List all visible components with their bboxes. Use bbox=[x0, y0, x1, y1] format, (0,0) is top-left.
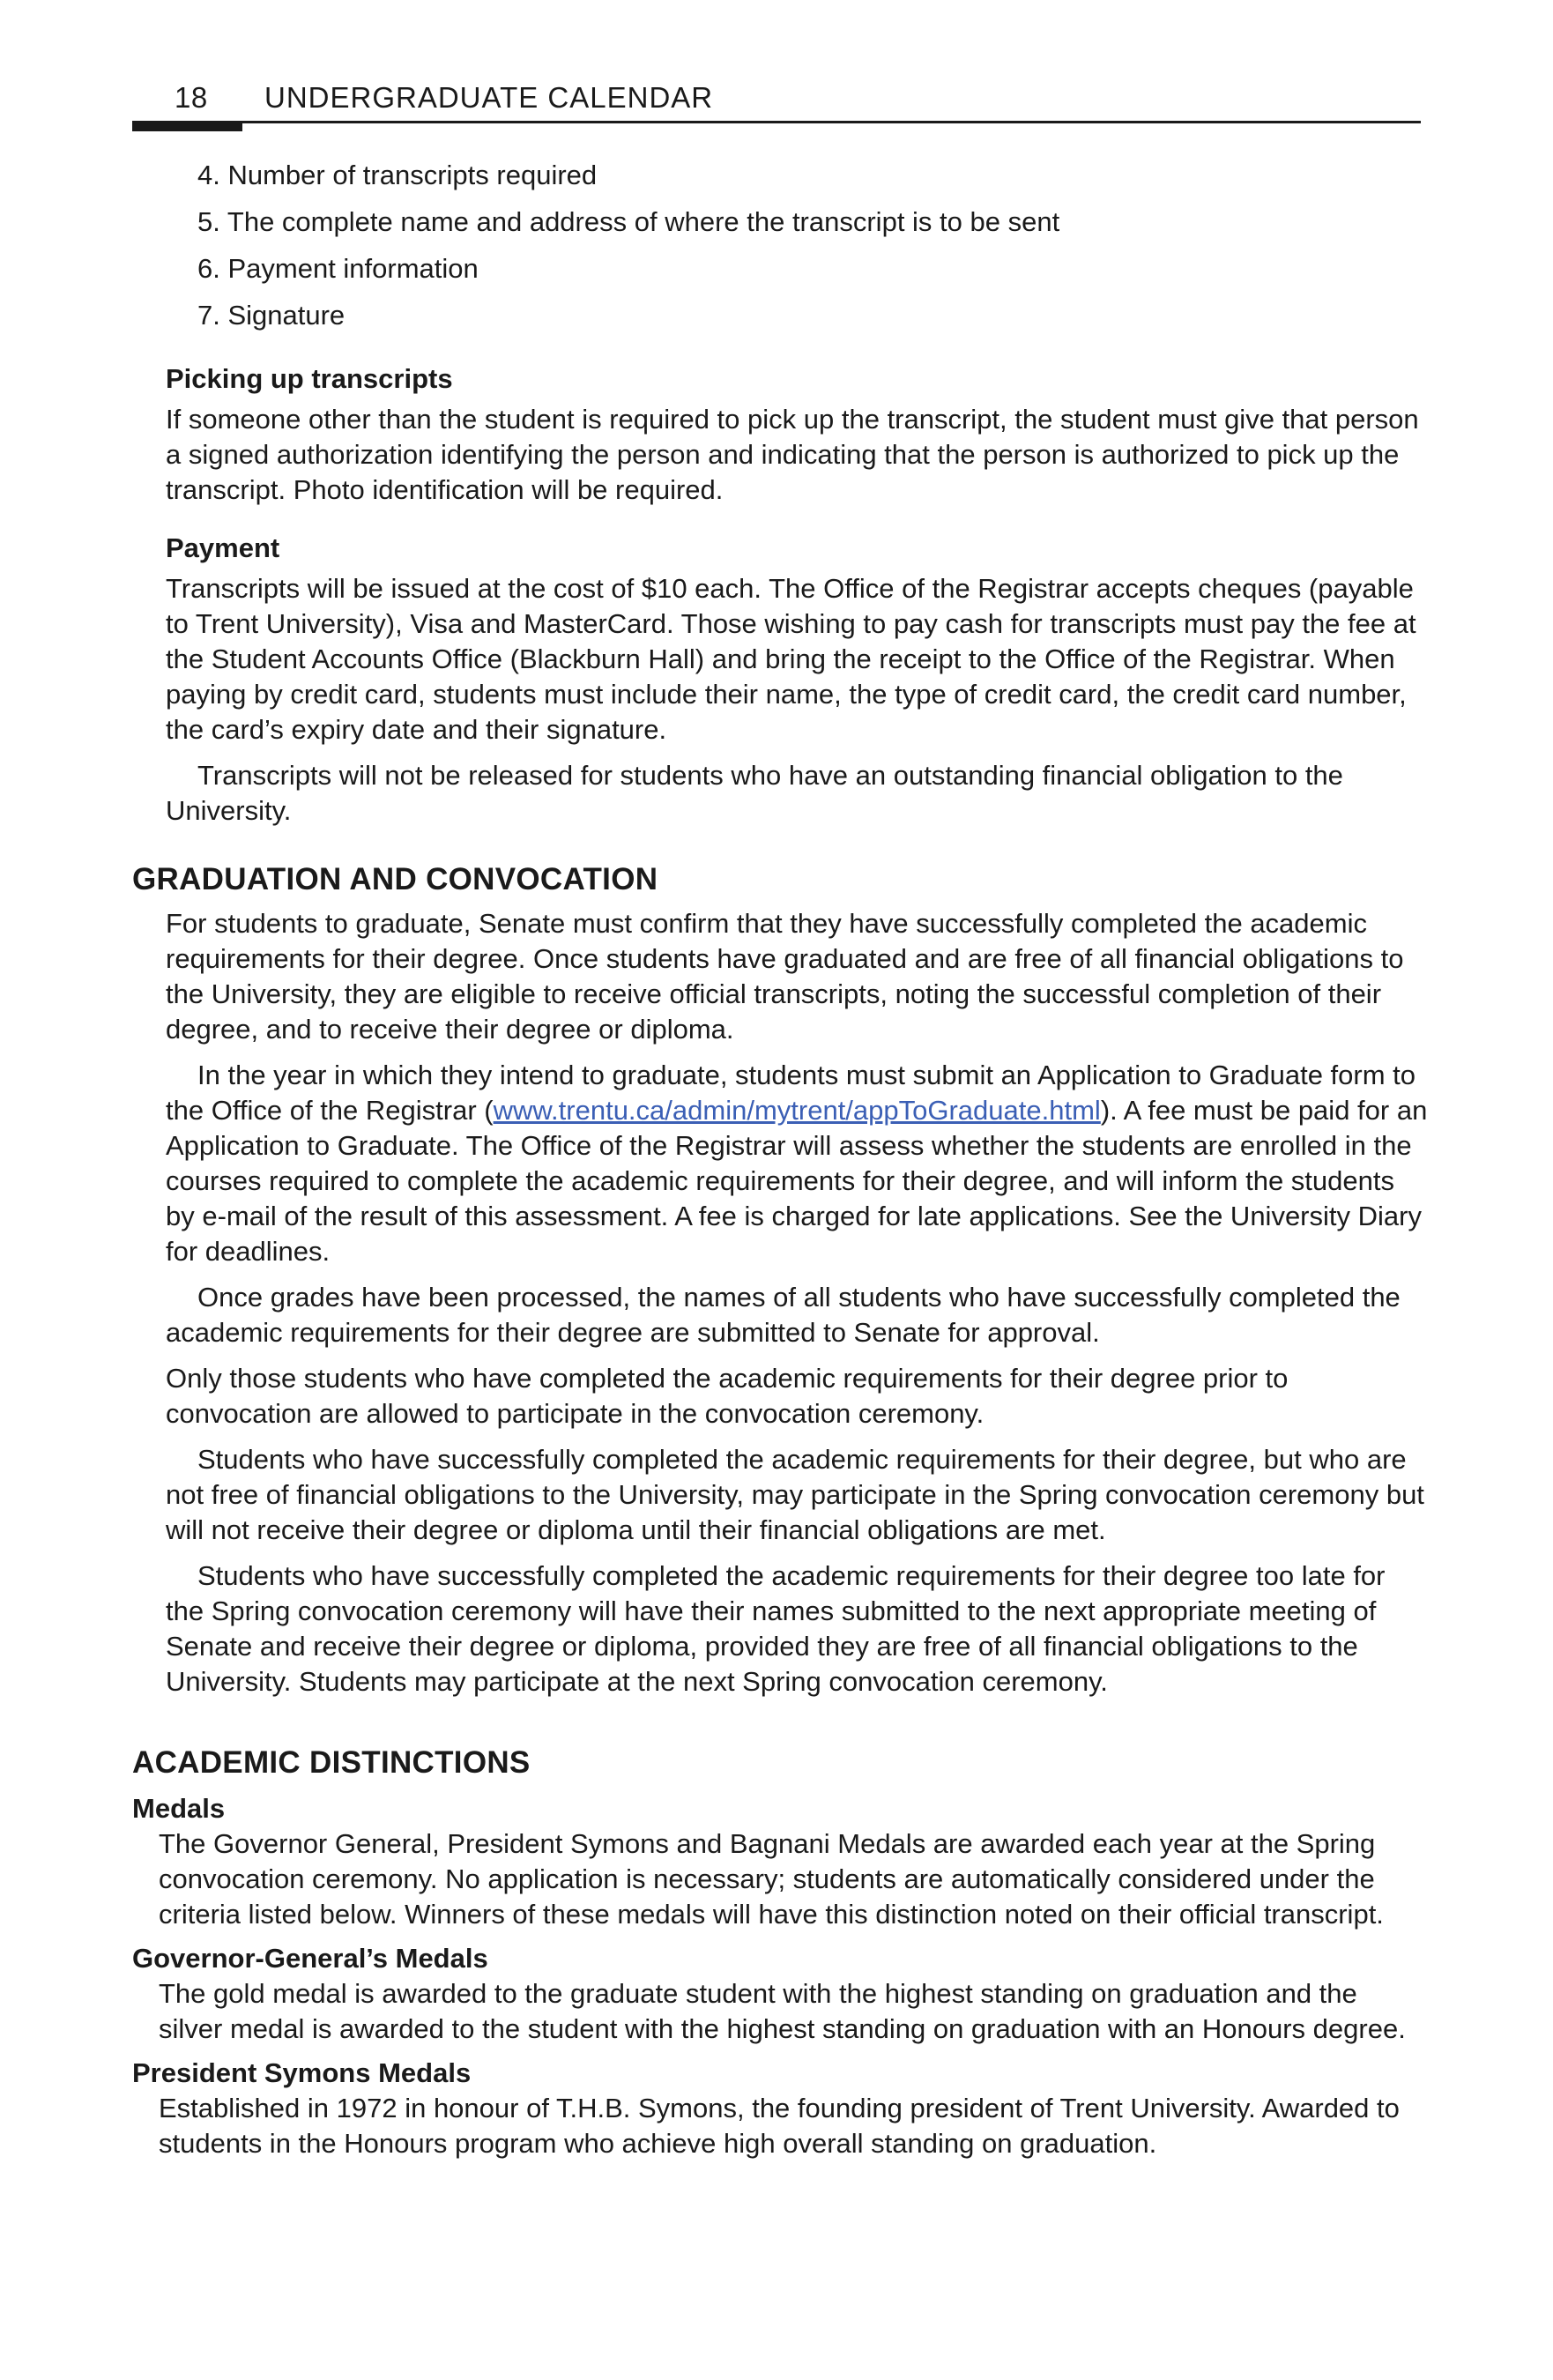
graduation-paragraph-3: Once grades have been processed, the names of all students who have successfully completed the academic requirements for their degree are submitted to Senate for approval. bbox=[166, 1282, 1401, 1348]
header-tab-bar bbox=[132, 121, 242, 131]
list-item: 6. Payment information bbox=[197, 253, 479, 284]
graduation-paragraph-5: Students who have successfully completed the academic requirements for their degree, but who are not free of financial obligations to the University, may participate in the Spring convocation ceremony but will not receive their degree or diploma until their financial obligations are met. bbox=[166, 1444, 1424, 1545]
graduation-paragraph-1: For students to graduate, Senate must confirm that they have successfully completed the academic requirements for their degree. Once students have graduated and are free of all financial obligations to the University, they are eligible to receive official transcripts, noting the successful completion of their degree, and to receive their degree or diploma. bbox=[166, 908, 1404, 1045]
graduation-p2-text-after: ). A fee must be paid for an Application to Graduate. The Office of the Registrar will assess whether the students are enrolled in the courses required to complete the academic requirements for their degree, and will inform the students by e-mail of the result of this assessment. A fee is charged for late applications. See the University Diary for deadlines. bbox=[166, 1095, 1428, 1267]
app-to-graduate-link[interactable]: www.trentu.ca/admin/mytrent/appToGraduate.html bbox=[493, 1095, 1101, 1126]
payment-paragraph-2: Transcripts will not be released for students who have an outstanding financial obligation to the University. bbox=[166, 760, 1343, 826]
running-header-title: UNDERGRADUATE CALENDAR bbox=[264, 81, 714, 114]
running-header bbox=[132, 81, 1421, 134]
graduation-heading: GRADUATION AND CONVOCATION bbox=[132, 862, 658, 896]
payment-paragraph-1: Transcripts will be issued at the cost of $10 each. The Office of the Registrar accepts cheques (payable to Trent University), Visa and MasterCard. Those wishing to pay cash for transcripts must pay the fee at the Student Accounts Office (Blackburn Hall) and bring the receipt to the Office of the Registrar. When paying by credit card, students must include their name, the type of credit card, the credit card number, the card’s expiry date and their signature. bbox=[166, 573, 1416, 745]
list-item: 4. Number of transcripts required bbox=[197, 160, 598, 190]
picking-up-heading: Picking up transcripts bbox=[166, 363, 453, 394]
transcript-request-list bbox=[132, 152, 1428, 338]
header-rule bbox=[132, 121, 1421, 123]
list-item: 5. The complete name and address of where the transcript is to be sent bbox=[197, 206, 1060, 237]
president-symons-paragraph: Established in 1972 in honour of T.H.B. Symons, the founding president of Trent University. Awarded to students in the Honours program who achieve high overall standing on graduation. bbox=[159, 2093, 1400, 2159]
payment-heading: Payment bbox=[166, 532, 280, 563]
graduation-paragraph-2 bbox=[166, 1058, 1428, 1269]
graduation-p2-text-before: In the year in which they intend to graduate, students must submit an Application to Graduate form to the Office of the Registrar ( bbox=[166, 1060, 1416, 1126]
page-content bbox=[132, 152, 1428, 2170]
governor-general-heading: Governor-General’s Medals bbox=[132, 1943, 488, 1974]
president-symons-heading: President Symons Medals bbox=[132, 2057, 472, 2088]
graduation-paragraph-4: Only those students who have completed the academic requirements for their degree prior to convocation are allowed to participate in the convocation ceremony. bbox=[166, 1363, 1289, 1429]
governor-general-paragraph: The gold medal is awarded to the graduate student with the highest standing on graduation and the silver medal is awarded to the student with the highest standing on graduation with an Honours degree. bbox=[159, 1978, 1406, 2044]
list-item: 7. Signature bbox=[197, 300, 346, 331]
picking-up-paragraph: If someone other than the student is required to pick up the transcript, the student must give that person a signed authorization identifying the person and indicating that the person is authorized to pick up the transcript. Photo identification will be required. bbox=[166, 404, 1419, 505]
graduation-paragraph-6: Students who have successfully completed the academic requirements for their degree too late for the Spring convocation ceremony will have their names submitted to the next appropriate meeting of Senate and receive their degree or diploma, provided they are free of all financial obligations to the University. Students may participate at the next Spring convocation ceremony. bbox=[166, 1560, 1386, 1697]
page-number: 18 bbox=[175, 81, 208, 114]
medals-paragraph: The Governor General, President Symons and Bagnani Medals are awarded each year at the Spring convocation ceremony. No application is necessary; students are automatically considered under the criteria listed below. Winners of these medals will have this distinction noted on their official transcript. bbox=[159, 1828, 1384, 1930]
distinctions-heading: ACADEMIC DISTINCTIONS bbox=[132, 1745, 531, 1780]
medals-heading: Medals bbox=[132, 1793, 226, 1824]
